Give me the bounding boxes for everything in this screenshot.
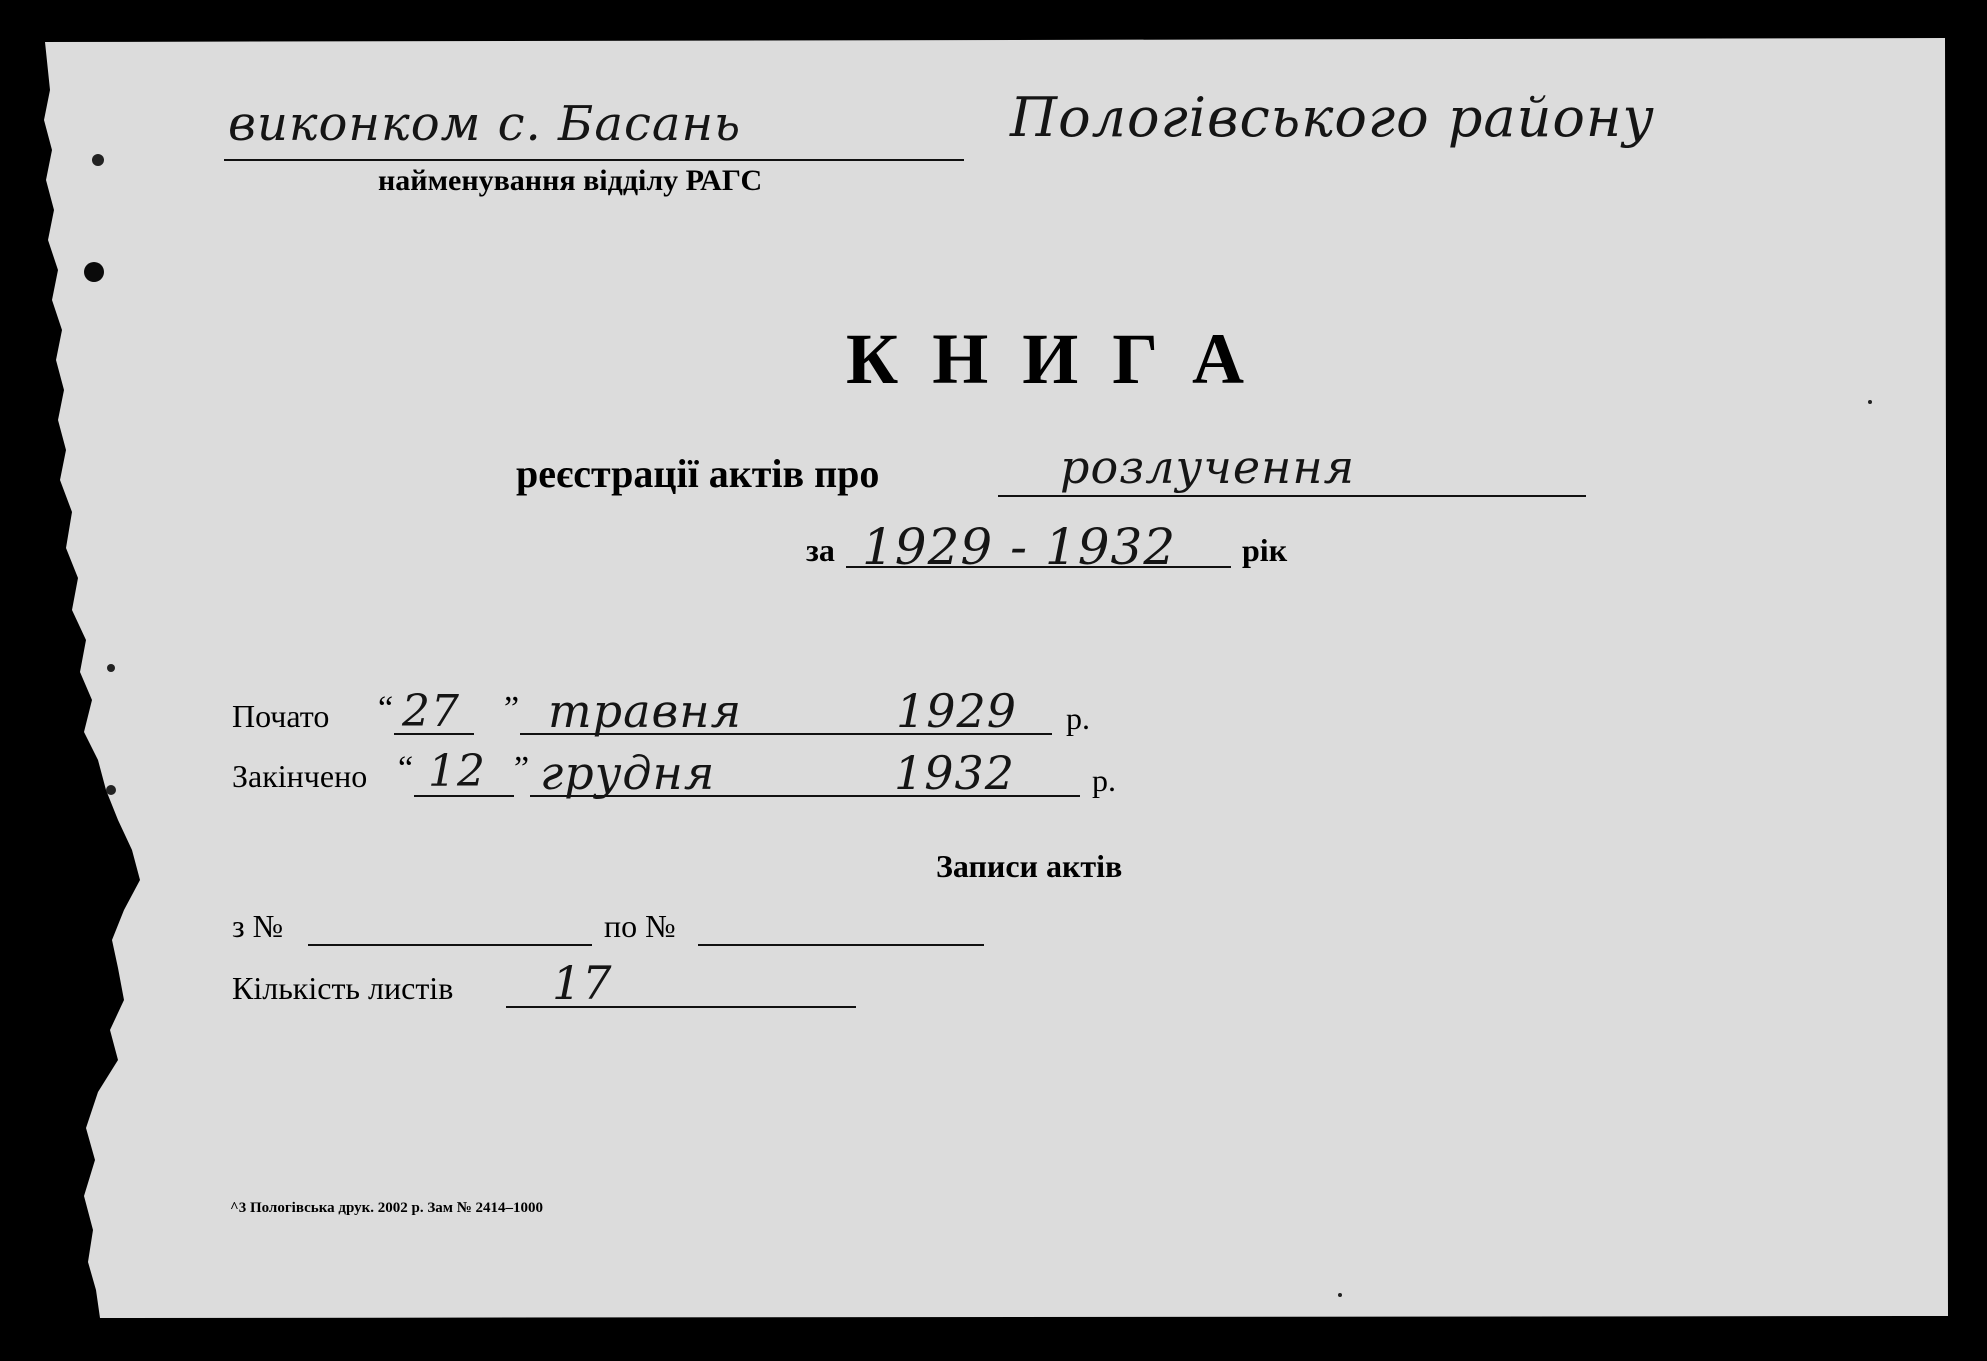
torn-paper [44, 38, 1948, 1318]
speck [92, 154, 104, 166]
period-suffix: рік [1242, 532, 1288, 568]
handwritten-org: виконком с. Басань [228, 96, 742, 152]
finished-suffix: р. [1092, 762, 1116, 798]
started-label: Почато [232, 698, 330, 734]
department-caption: найменування відділу РАГС [378, 164, 763, 197]
started-day: 27 [402, 686, 460, 737]
finished-open-quote: “ [398, 750, 414, 787]
started-year: 1929 [896, 684, 1018, 738]
speck [107, 664, 115, 672]
started-suffix: р. [1066, 700, 1090, 736]
period-prefix: за [806, 532, 835, 568]
finished-label: Закінчено [232, 758, 368, 794]
speck [106, 785, 116, 795]
sheets-value: 17 [552, 956, 613, 1010]
finished-close-quote: ” [514, 750, 530, 787]
records-to-underline [698, 944, 984, 946]
subtitle-label: реєстрації актів про [516, 451, 880, 496]
finished-day: 12 [428, 746, 486, 797]
records-heading: Записи актів [936, 848, 1123, 884]
subtitle-value: розлучення [1060, 440, 1356, 494]
book-title: К Н И Г А [846, 319, 1253, 399]
speck [1338, 1293, 1342, 1297]
started-open-quote: “ [378, 690, 394, 727]
sheets-label: Кількість листів [232, 970, 454, 1006]
subtitle-underline [998, 495, 1586, 497]
handwritten-district: Пологівського району [1010, 86, 1655, 149]
org-underline [224, 159, 964, 161]
started-close-quote: ” [504, 690, 520, 727]
printer-imprint: ^3 Пологівська друк. 2002 р. Зам № 2414–1000 [230, 1200, 544, 1216]
records-from-underline [308, 944, 592, 946]
records-from-label: з № [232, 908, 284, 944]
punch-hole [84, 262, 104, 282]
records-to-label: по № [604, 908, 676, 944]
finished-month: грудня [540, 746, 716, 800]
period-value: 1929 - 1932 [862, 518, 1177, 576]
speck [1868, 400, 1872, 404]
started-month: травня [548, 684, 743, 738]
finished-year: 1932 [894, 746, 1016, 800]
